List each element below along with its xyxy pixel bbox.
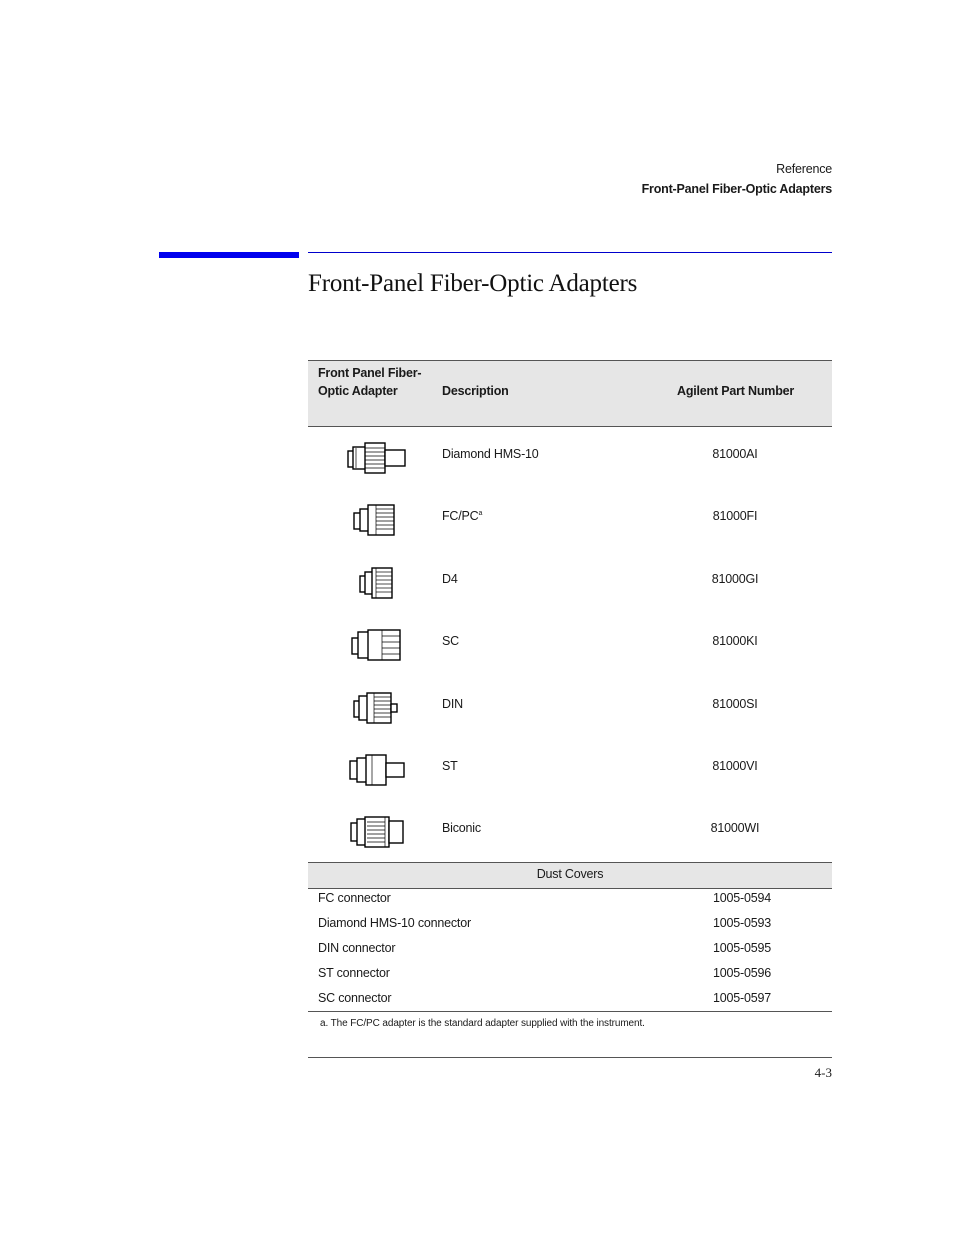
section-marker-bar (159, 252, 299, 258)
page-title: Front-Panel Fiber-Optic Adapters (308, 270, 638, 297)
adapter-part-number: 81000WI (710, 821, 760, 836)
adapter-rows (308, 427, 832, 864)
table-row (308, 614, 832, 676)
header-part-number: Agilent Part Number (677, 384, 795, 398)
running-head-topic: Front-Panel Fiber-Optic Adapters (641, 182, 832, 196)
dust-covers-heading (308, 862, 832, 889)
table-row (308, 937, 832, 962)
dust-cover-part-number: 1005-0594 (713, 891, 771, 905)
table-row (308, 552, 832, 614)
table-row (308, 427, 832, 489)
adapter-part-number: 81000KI (712, 634, 758, 649)
footer-rule (308, 1057, 832, 1058)
dust-covers-heading-text: Dust Covers (536, 867, 604, 881)
d4-adapter-icon (346, 566, 410, 600)
table-row (308, 962, 832, 987)
title-rule (308, 252, 832, 253)
adapter-description: Biconic (442, 821, 481, 836)
dust-cover-part-number: 1005-0593 (713, 916, 771, 930)
adapter-description: DIN (442, 696, 463, 711)
dust-cover-part-number: 1005-0596 (713, 966, 771, 980)
table-bottom-rule (308, 1011, 832, 1012)
fc-pc-adapter-icon (346, 503, 410, 537)
dust-cover-name: ST connector (318, 966, 390, 980)
dust-cover-name: SC connector (318, 991, 392, 1005)
adapter-part-number: 81000AI (712, 447, 758, 461)
table-row (308, 739, 832, 801)
table-row (308, 489, 832, 551)
adapter-table (308, 360, 832, 1029)
adapter-part-number: 81000GI (711, 571, 759, 586)
table-row (308, 887, 832, 912)
table-header (308, 360, 832, 427)
dust-cover-part-number: 1005-0595 (713, 941, 771, 955)
st-adapter-icon (346, 753, 410, 787)
running-head-section: Reference (776, 162, 832, 176)
adapter-part-number: 81000FI (712, 509, 758, 524)
table-footnote: a. The FC/PC adapter is the standard adapter supplied with the instrument. (320, 1018, 645, 1029)
diamond-hms10-adapter-icon (346, 441, 410, 475)
din-adapter-icon (346, 691, 410, 725)
table-row (308, 987, 832, 1012)
adapter-description: $FC/PC^a$ (442, 509, 483, 524)
dust-cover-name: FC connector (318, 891, 391, 905)
table-row (308, 677, 832, 739)
adapter-description: Diamond HMS-10 (442, 447, 539, 461)
adapter-part-number: 81000VI (712, 758, 758, 773)
dust-cover-name: Diamond HMS-10 connector (318, 916, 471, 930)
dust-cover-part-number: 1005-0597 (713, 991, 771, 1005)
header-description: Description (442, 384, 509, 398)
adapter-description: D4 (442, 571, 458, 586)
adapter-description: SC (442, 634, 459, 649)
biconic-adapter-icon (346, 815, 410, 849)
sc-adapter-icon (346, 628, 410, 662)
dust-cover-name: DIN connector (318, 941, 396, 955)
adapter-part-number: 81000SI (712, 696, 758, 711)
table-row (308, 801, 832, 863)
adapter-description: ST (442, 758, 458, 773)
page-number: 4-3 (814, 1065, 832, 1080)
header-adapter: Front Panel Fiber-Optic Adapter (318, 366, 422, 398)
table-row (308, 912, 832, 937)
